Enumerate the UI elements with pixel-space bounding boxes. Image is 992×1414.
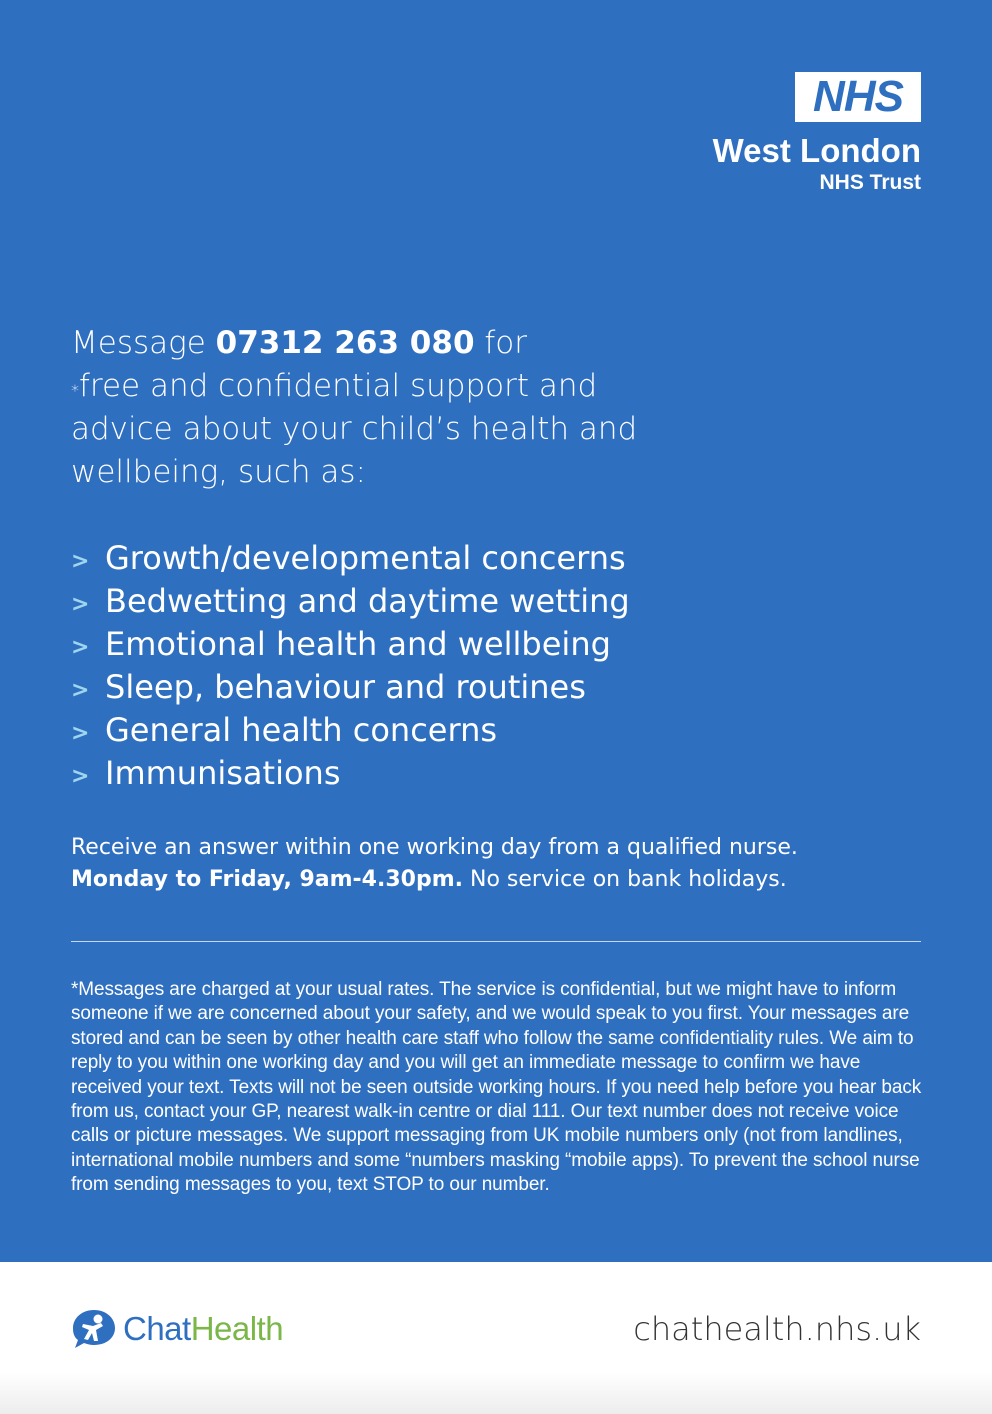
intro-after-phone: for [484, 325, 527, 361]
phone-number[interactable]: 07312 263 080 [215, 325, 475, 361]
response-time-text: Receive an answer within one working day from a qualified nurse. [71, 835, 798, 860]
divider [71, 941, 921, 942]
chathealth-wordmark [123, 1310, 283, 1348]
topics-list [71, 537, 630, 795]
website-link[interactable]: chathealth.nhs.uk [633, 1310, 921, 1348]
intro-rest: free and confidential support and advice about your child’s health and wellbeing, such as: [71, 368, 638, 490]
chathealth-logo [71, 1308, 283, 1350]
list-item [71, 623, 630, 666]
topic-label: Bedwetting and daytime wetting [105, 582, 630, 620]
chevron-right-icon: > [71, 678, 90, 703]
asterisk-mark: * [71, 381, 79, 400]
footer [0, 1262, 992, 1414]
logo-chat-text: Chat [123, 1310, 191, 1347]
footer-shade [0, 1372, 992, 1414]
list-item [71, 666, 630, 709]
chevron-right-icon: > [71, 635, 90, 660]
list-item [71, 580, 630, 623]
nhs-logo [661, 72, 921, 195]
chevron-right-icon: > [71, 764, 90, 789]
service-info [71, 832, 931, 896]
topic-label: Sleep, behaviour and routines [105, 668, 586, 706]
footnote-text: *Messages are charged at your usual rates. The service is confidential, but we might have to inform someone if we are concerned about your safety, and we would speak to you first. Your messages are stored and can be seen by other health care staff who follow the same confidentiality rules. We aim to reply to you within one working day and you will get an immediate message to confirm we have received your text. Texts will not be seen outside working hours. If you need help before you hear back from us, contact your GP, nearest walk-in centre or dial 111. Our text number does not receive voice calls or picture messages. We support messaging from UK mobile numbers only (not from landlines, international mobile numbers and some “numbers masking “mobile apps). To prevent the school nurse from sending messages to you, text STOP to our number. [71, 979, 922, 1196]
service-hours-bold: Monday to Friday, 9am-4.30pm. [71, 867, 463, 892]
trust-subtitle: NHS Trust [819, 171, 921, 194]
topic-label: General health concerns [105, 711, 498, 749]
logo-health-text: Health [190, 1310, 284, 1347]
service-hours [71, 864, 931, 896]
topic-label: Growth/developmental concerns [105, 539, 626, 577]
service-hours-note: No service on bank holidays. [469, 867, 787, 892]
chat-bubble-person-icon [71, 1308, 117, 1350]
list-item [71, 709, 630, 752]
list-item [71, 752, 630, 795]
list-item [71, 537, 630, 580]
nhs-badge: NHS [795, 72, 921, 122]
topic-label: Emotional health and wellbeing [105, 625, 611, 663]
chevron-right-icon: > [71, 592, 90, 617]
topic-label: Immunisations [105, 754, 341, 792]
chevron-right-icon: > [71, 721, 90, 746]
intro-text [71, 322, 691, 494]
trust-name: West London [712, 132, 921, 169]
chevron-right-icon: > [71, 549, 90, 574]
intro-prefix: Message [71, 325, 206, 361]
